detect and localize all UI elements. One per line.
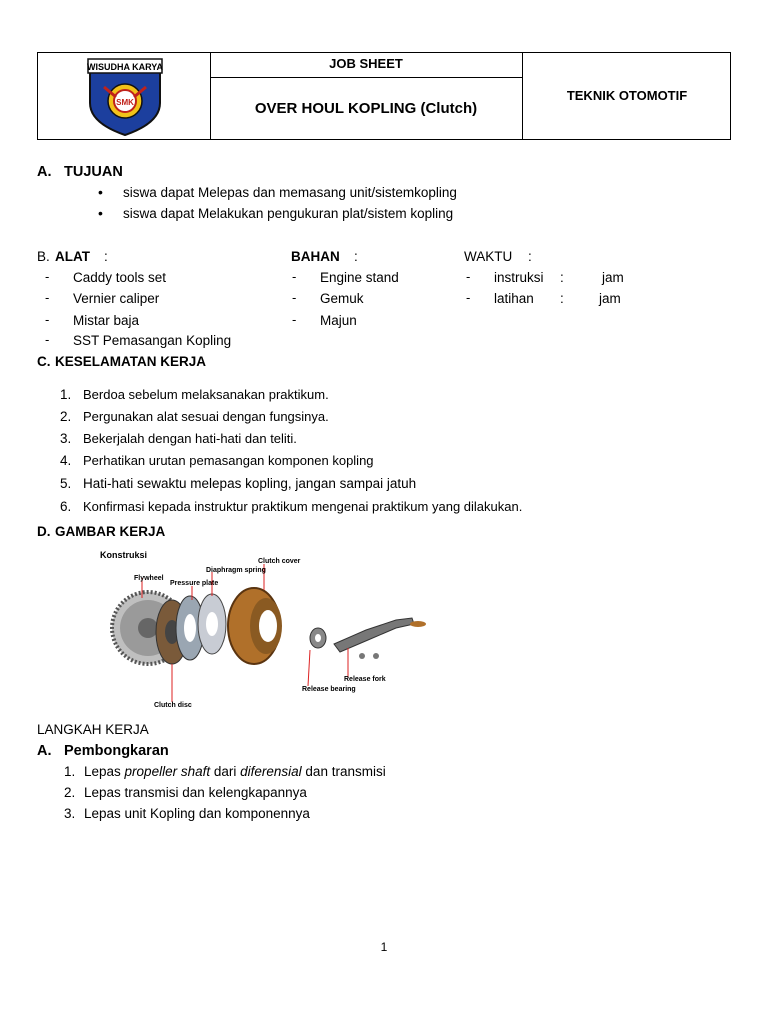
langkah-sub-heading: Pembongkaran: [64, 743, 169, 759]
dash-icon: -: [466, 290, 471, 305]
keselamatan-item: Berdoa sebelum melaksanakan praktikum.: [83, 387, 329, 402]
page-number: 1: [380, 940, 388, 954]
keselamatan-item: Perhatikan urutan pemasangan komponen kopling: [83, 453, 374, 468]
list-number: 6.: [60, 499, 72, 514]
tujuan-item: siswa dapat Melepas dan memasang unit/sistemkopling: [123, 185, 457, 200]
label-release-fork: Release fork: [344, 676, 386, 683]
keselamatan-item: Pergunakan alat sesuai dengan fungsinya.: [83, 409, 329, 424]
tujuan-letter: A.: [37, 164, 52, 180]
list-number: 1.: [64, 764, 76, 779]
step-text-italic: diferensial: [240, 764, 302, 779]
alat-prefix: B.: [37, 249, 50, 264]
logo-text: WISUDHA KARYA: [86, 62, 164, 72]
keselamatan-item: Konfirmasi kepada instruktur praktikum mengenai praktikum yang dilakukan.: [83, 499, 523, 514]
list-number: 3.: [64, 806, 76, 821]
school-logo: [86, 57, 164, 137]
langkah-step: Lepas unit Kopling dan komponennya: [84, 806, 310, 821]
list-number: 3.: [60, 431, 72, 446]
alat-item: Mistar baja: [73, 313, 140, 328]
dash-icon: -: [45, 290, 50, 305]
bahan-item: Gemuk: [320, 291, 364, 306]
document-title: OVER HOUL KOPLING (Clutch): [254, 100, 478, 117]
waktu-label: instruksi: [494, 270, 544, 285]
alat-item: SST Pemasangan Kopling: [73, 333, 232, 348]
bahan-item: Majun: [320, 313, 357, 328]
alat-item: Vernier caliper: [73, 291, 160, 306]
langkah-step: Lepas transmisi dan kelengkapannya: [84, 785, 307, 800]
label-flywheel: Flywheel: [134, 575, 164, 582]
logo-subtext: SMK: [116, 98, 134, 107]
tujuan-item: siswa dapat Melakukan pengukuran plat/sistem kopling: [123, 206, 454, 221]
header-table: [37, 52, 731, 140]
keselamatan-letter: C.: [37, 354, 51, 369]
step-text: dari: [210, 764, 241, 779]
dash-icon: -: [45, 312, 50, 327]
waktu-heading: WAKTU: [464, 249, 513, 264]
header-divider: [210, 77, 522, 78]
list-number: 5.: [60, 476, 72, 491]
dash-icon: -: [45, 269, 50, 284]
clutch-diagram: [96, 544, 432, 712]
langkah-step: [84, 763, 386, 781]
bahan-heading: BAHAN: [291, 249, 340, 264]
department-label: TEKNIK OTOMOTIF: [566, 88, 688, 103]
keselamatan-item: Hati-hati sewaktu melepas kopling, jangan sampai jatuh: [83, 476, 417, 491]
bahan-colon: :: [354, 249, 358, 264]
label-pressure-plate: Pressure plate: [170, 580, 219, 587]
alat-heading: ALAT: [55, 249, 90, 264]
diaphragm-spring-part: [198, 594, 226, 654]
bullet-icon: •: [98, 184, 103, 200]
gambar-letter: D.: [37, 524, 51, 539]
alat-item: Caddy tools set: [73, 270, 167, 285]
dash-icon: -: [292, 312, 297, 327]
label-clutch-disc: Clutch disc: [154, 702, 192, 709]
waktu-unit: jam: [599, 291, 621, 306]
label-diaphragm-spring: Diaphragm spring: [206, 567, 266, 574]
waktu-separator: :: [560, 291, 564, 306]
waktu-unit: jam: [602, 270, 624, 285]
label-clutch-cover: Clutch cover: [258, 558, 301, 565]
keselamatan-item: Bekerjalah dengan hati-hati dan teliti.: [83, 431, 297, 446]
dash-icon: -: [466, 269, 471, 284]
waktu-separator: :: [560, 270, 564, 285]
label-release-bearing: Release bearing: [302, 686, 356, 693]
step-text: Lepas: [84, 764, 125, 779]
waktu-label: latihan: [494, 291, 534, 306]
dash-icon: -: [292, 290, 297, 305]
list-number: 4.: [60, 453, 72, 468]
step-text: dan transmisi: [301, 764, 386, 779]
list-number: 1.: [60, 387, 72, 402]
job-sheet-label: JOB SHEET: [329, 56, 403, 71]
figure-title: Konstruksi: [100, 550, 148, 560]
keselamatan-heading: KESELAMATAN KERJA: [55, 354, 207, 369]
gambar-heading: GAMBAR KERJA: [55, 524, 166, 539]
tujuan-heading: TUJUAN: [64, 164, 123, 180]
list-number: 2.: [64, 785, 76, 800]
dash-icon: -: [292, 269, 297, 284]
langkah-heading: LANGKAH KERJA: [37, 722, 149, 737]
bullet-icon: •: [98, 205, 103, 221]
list-number: 2.: [60, 409, 72, 424]
waktu-colon: :: [528, 249, 532, 264]
dash-icon: -: [45, 332, 50, 347]
alat-colon: :: [104, 249, 108, 264]
bahan-item: Engine stand: [320, 270, 399, 285]
release-bearing-part: [310, 628, 326, 648]
langkah-sub-letter: A.: [37, 743, 52, 759]
step-text-italic: propeller shaft: [124, 764, 211, 779]
